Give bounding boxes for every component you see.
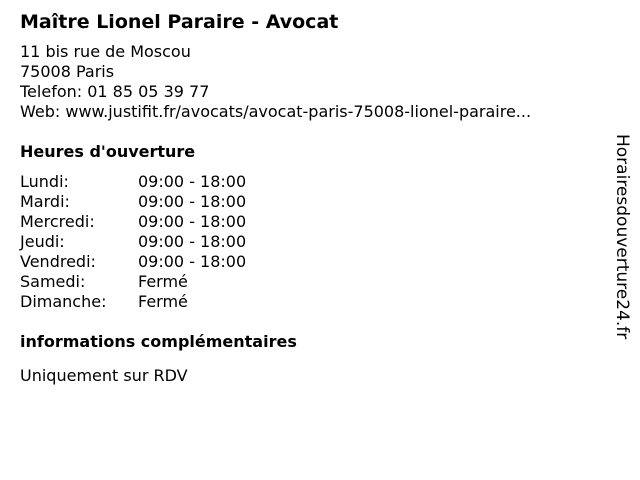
- hours-row-saturday: [20, 272, 600, 292]
- opening-hours-table: [20, 172, 600, 312]
- time-value: Fermé: [138, 292, 188, 311]
- business-name: Maître Lionel Paraire - Avocat: [20, 11, 339, 33]
- phone-number: Telefon: 01 85 05 39 77: [20, 82, 210, 101]
- day-label: Samedi:: [20, 272, 86, 291]
- day-label: Mardi:: [20, 192, 70, 211]
- additional-info-text: Uniquement sur RDV: [20, 366, 188, 385]
- time-value: 09:00 - 18:00: [138, 192, 247, 211]
- day-label: Dimanche:: [20, 292, 107, 311]
- day-label: Jeudi:: [20, 232, 65, 251]
- hours-row-wednesday: [20, 212, 600, 232]
- day-label: Mercredi:: [20, 212, 95, 231]
- opening-hours-heading: Heures d'ouverture: [20, 142, 196, 161]
- time-value: 09:00 - 18:00: [138, 172, 247, 191]
- street-address: 11 bis rue de Moscou: [20, 42, 191, 61]
- address-block: [20, 42, 600, 122]
- hours-row-sunday: [20, 292, 600, 312]
- hours-row-monday: [20, 172, 600, 192]
- additional-info-heading: informations complémentaires: [20, 332, 297, 351]
- time-value: 09:00 - 18:00: [138, 252, 247, 271]
- day-label: Vendredi:: [20, 252, 96, 271]
- postal-city: 75008 Paris: [20, 62, 115, 81]
- website-link[interactable]: Web: www.justifit.fr/avocats/avocat-paris-75008-lionel-paraire...: [20, 102, 532, 121]
- site-watermark: Horairesdouverture24.fr: [612, 134, 632, 340]
- time-value: 09:00 - 18:00: [138, 212, 247, 231]
- hours-row-tuesday: [20, 192, 600, 212]
- business-card: [20, 10, 600, 386]
- day-label: Lundi:: [20, 172, 69, 191]
- time-value: Fermé: [138, 272, 188, 291]
- hours-row-thursday: [20, 232, 600, 252]
- hours-row-friday: [20, 252, 600, 272]
- time-value: 09:00 - 18:00: [138, 232, 247, 251]
